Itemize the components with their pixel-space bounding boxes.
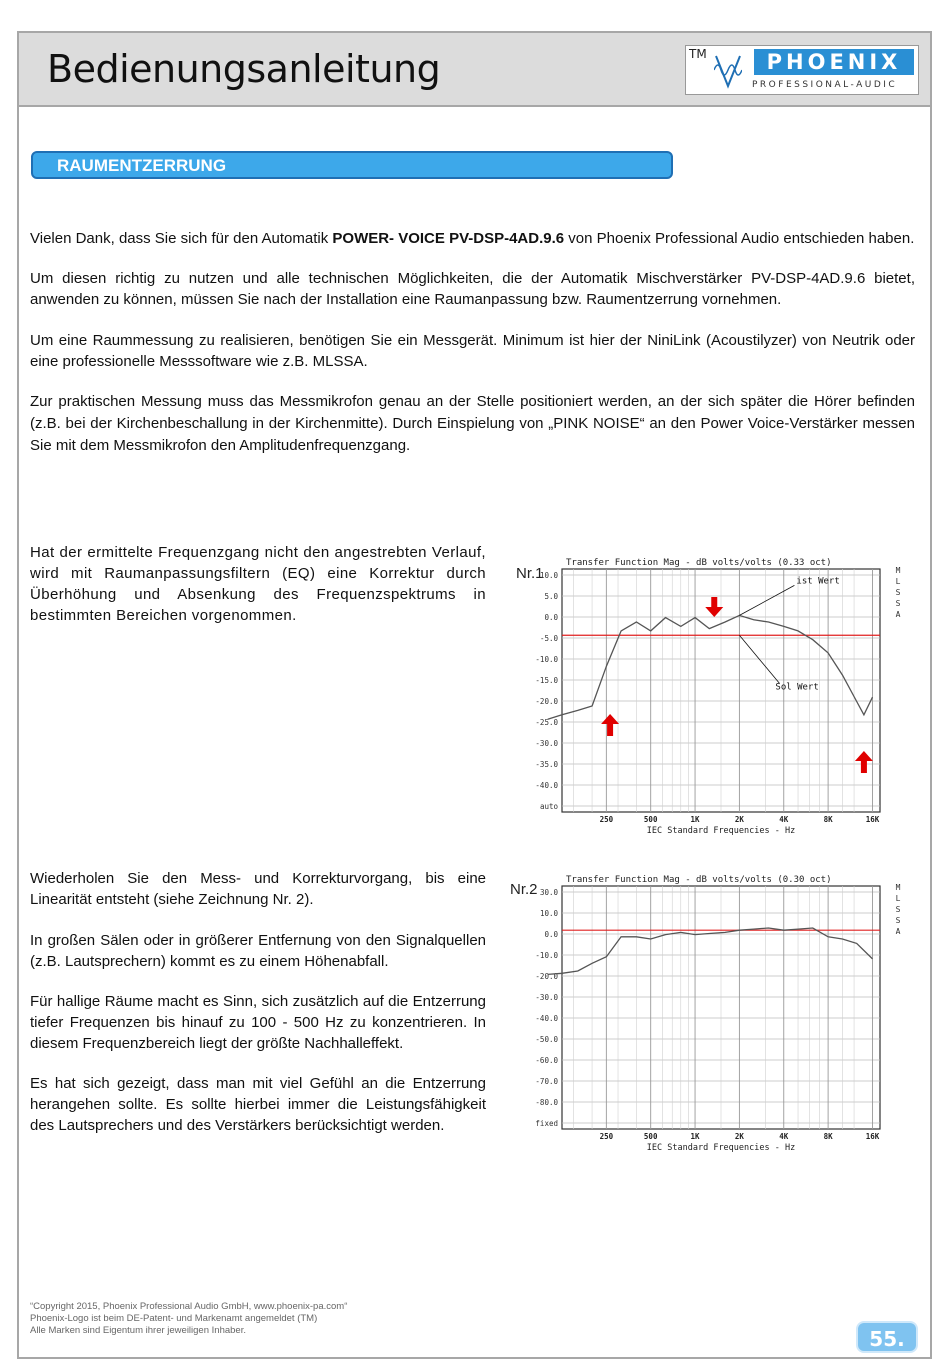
y-tick-label: -70.0 — [535, 1077, 558, 1086]
x-tick-label: 16K — [865, 1132, 880, 1141]
product-name: POWER- VOICE PV-DSP-4AD.9.6 — [332, 230, 565, 247]
footer-rights: Alle Marken sind Eigentum ihrer jeweiligen Inhaber. — [30, 1325, 246, 1336]
side-label-letter: S — [895, 588, 901, 597]
feeling-paragraph: Es hat sich gezeigt, dass man mit viel Gefühl an die Entzerrung herangehen sollte. Es sollte hierbei immer die Leistungsfähigkeit des Lautsprechers und des Verstärkers berücksichtigt werden. — [30, 1075, 486, 1134]
intro-text: Vielen Dank, dass Sie sich für den Automatik — [30, 230, 333, 247]
y-tick-label: 0.0 — [544, 930, 558, 939]
x-tick-label: 4K — [779, 815, 789, 824]
page-title: Bedienungsanleitung — [47, 47, 441, 91]
reverb-paragraph: Für hallige Räume macht es Sinn, sich zusätzlich auf die Entzerrung tiefer Frequenzen bis hinauf zu 100 - 500 Hz zu konzentrieren. In diesem Frequenzbereich liegt der größte Nachhalleffekt. — [30, 993, 486, 1052]
eq-paragraph: Hat der ermittelte Frequenzgang nicht den angestrebten Verlauf, wird mit Raumanpassungsfiltern (EQ) eine Korrektur durch Überhöhung und Absenkung des Frequenzspektrums in bestimmten Bereichen vorgenommen. — [30, 544, 486, 624]
y-tick-label: -40.0 — [535, 781, 558, 790]
chart-1-label: Nr.1 — [516, 565, 544, 582]
y-tick-label: 5.0 — [544, 592, 558, 601]
high-loss-paragraph: In großen Sälen oder in größerer Entfernung von den Signalquellen (z.B. Lautsprechern) kommt es zu einem Höhenabfall. — [30, 932, 486, 970]
x-tick-label: 500 — [643, 815, 658, 824]
y-tick-label: 0.0 — [544, 613, 558, 622]
chart-nr1 — [520, 553, 910, 838]
y-tick-label: -10.0 — [535, 951, 558, 960]
y-tick-label: 10.0 — [539, 571, 558, 580]
y-tick-label: -10.0 — [535, 655, 558, 664]
footer-copyright: “Copyright 2015, Phoenix Professional Audio GmbH, www.phoenix-pa.com“ — [30, 1301, 348, 1312]
y-tick-label: -35.0 — [535, 760, 558, 769]
x-tick-label: 250 — [599, 815, 614, 824]
logo-subtitle: PROFESSIONAL-AUDIC — [752, 80, 898, 90]
y-tick-label: 10.0 — [539, 909, 558, 918]
repeat-paragraph: Wiederholen Sie den Mess- und Korrekturvorgang, bis eine Linearität entsteht (siehe Zeichnung Nr. 2). — [30, 870, 486, 908]
y-tick-label: -60.0 — [535, 1056, 558, 1065]
logo-name: PHOENIX — [754, 49, 914, 75]
y-tick-label: -30.0 — [535, 739, 558, 748]
footer-trademark: Phoenix-Logo ist beim DE-Patent- und Markenamt angemeldet (TM) — [30, 1313, 318, 1324]
x-tick-label: 4K — [779, 1132, 789, 1141]
side-label-letter: M — [895, 566, 901, 575]
phoenix-logo — [685, 45, 919, 95]
x-tick-label: 500 — [643, 1132, 658, 1141]
trademark-label: TM — [689, 47, 707, 61]
side-label-letter: M — [895, 883, 901, 892]
side-label-letter: L — [895, 894, 901, 903]
x-tick-label: 8K — [823, 1132, 833, 1141]
y-tick-label: -25.0 — [535, 718, 558, 727]
y-tick-label: -5.0 — [539, 634, 558, 643]
page-number: 55. — [856, 1321, 918, 1353]
x-axis-label: IEC Standard Frequencies - Hz — [646, 826, 796, 836]
section-title: RAUMENTZERRUNG — [57, 156, 227, 175]
chart-2-label: Nr.2 — [510, 881, 538, 898]
side-label-letter: S — [895, 599, 901, 608]
section-title-bar — [31, 151, 673, 179]
y-tick-label: -40.0 — [535, 1014, 558, 1023]
intro-paragraph-4: Zur praktischen Messung muss das Messmikrofon genau an der Stelle positioniert werden, an der sich später die Hörer befinden (z.B. bei der Kirchenbeschallung in der Kirchenmitte). Durch Einspielung von „PINK NOISE“ an den Power Voice-Verstärker messen Sie mit dem Messmikrofon den Amplitudenfrequenzgang. — [30, 393, 915, 454]
chart-title: Transfer Function Mag - dB volts/volts (0.30 oct) — [566, 875, 832, 885]
side-label-letter: S — [895, 905, 901, 914]
y-tick-label: -30.0 — [535, 993, 558, 1002]
x-tick-label: 1K — [690, 815, 700, 824]
x-tick-label: 2K — [734, 815, 744, 824]
x-tick-label: 2K — [734, 1132, 744, 1141]
intro-paragraph-2: Um diesen richtig zu nutzen und alle technischen Möglichkeiten, die der Automatik Mischverstärker PV-DSP-4AD.9.6 bietet, anwenden zu können, müssen Sie nach der Installation eine Raumanpassung bzw. Raumentzerrung vornehmen. — [30, 270, 915, 308]
side-label-letter: L — [895, 577, 901, 586]
x-tick-label: 16K — [865, 815, 880, 824]
y-tick-label: -50.0 — [535, 1035, 558, 1044]
chart-nr2 — [520, 870, 910, 1155]
x-tick-label: 250 — [599, 1132, 614, 1141]
y-tick-label: fixed — [535, 1119, 558, 1128]
y-tick-label: -20.0 — [535, 697, 558, 706]
chart-title: Transfer Function Mag - dB volts/volts (0.33 oct) — [566, 558, 832, 568]
intro-paragraph-3: Um eine Raummessung zu realisieren, benötigen Sie ein Messgerät. Minimum ist hier der NiniLink (Acoustilyzer) von Neutrik oder eine professionelle Messsoftware wie z.B. MLSSA. — [30, 332, 915, 370]
sol-wert-label: Sol Wert — [775, 682, 819, 693]
y-tick-label: auto — [539, 802, 558, 811]
footer — [30, 1301, 347, 1337]
y-tick-label: 30.0 — [539, 888, 558, 897]
intro-paragraph-1 — [30, 228, 915, 249]
phoenix-wave-icon — [714, 50, 742, 90]
y-tick-label: -80.0 — [535, 1098, 558, 1107]
side-label-letter: A — [895, 927, 901, 936]
x-tick-label: 1K — [690, 1132, 700, 1141]
y-tick-label: -20.0 — [535, 972, 558, 981]
x-axis-label: IEC Standard Frequencies - Hz — [646, 1143, 796, 1153]
y-tick-label: -15.0 — [535, 676, 558, 685]
ist-wert-label: ist Wert — [796, 576, 840, 587]
x-tick-label: 8K — [823, 815, 833, 824]
side-label-letter: A — [895, 610, 901, 619]
side-label-letter: S — [895, 916, 901, 925]
intro-text-end: von Phoenix Professional Audio entschieden haben. — [564, 230, 915, 247]
